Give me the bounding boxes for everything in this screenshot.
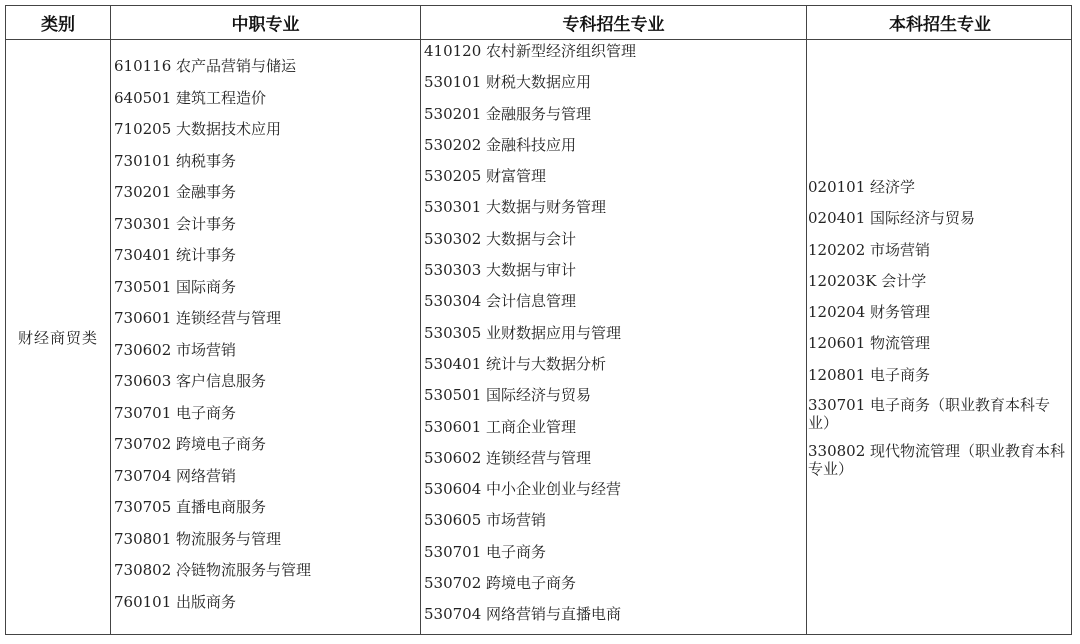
secondary-majors-list xyxy=(114,54,311,621)
list-item: 530302 大数据与会计 xyxy=(424,229,577,248)
column-divider xyxy=(110,6,111,634)
category-cell: 财经商贸类 xyxy=(17,328,98,347)
list-item: 730401 统计事务 xyxy=(114,246,237,264)
list-item: 730301 会计事务 xyxy=(114,214,237,233)
list-item: 530202 金融科技应用 xyxy=(424,135,577,154)
list-item: 730801 物流服务与管理 xyxy=(114,529,282,548)
list-item: 530604 中小企业创业与经营 xyxy=(424,480,622,499)
list-item: 410120 农村新型经济组织管理 xyxy=(424,42,637,60)
list-item: 530401 统计与大数据分析 xyxy=(424,354,607,373)
list-item: 530201 金融服务与管理 xyxy=(424,104,592,123)
list-item: 530205 财富管理 xyxy=(424,167,547,186)
list-item: 730705 直播电商服务 xyxy=(114,498,267,516)
list-item: 330802 现代物流管理（职业教育本科专业） xyxy=(808,442,1066,479)
list-item: 730201 金融事务 xyxy=(114,183,237,201)
column-divider xyxy=(420,6,421,634)
list-item: 120203K 会计学 xyxy=(808,271,927,290)
list-item: 120204 财务管理 xyxy=(808,303,931,322)
list-item: 530501 国际经济与贸易 xyxy=(424,386,592,405)
list-item: 640501 建筑工程造价 xyxy=(114,88,267,107)
list-item: 530704 网络营销与直播电商 xyxy=(424,605,622,624)
list-item: 020401 国际经济与贸易 xyxy=(808,209,976,228)
list-item: 530601 工商企业管理 xyxy=(424,417,577,436)
list-item: 730802 冷链物流服务与管理 xyxy=(114,561,312,579)
list-item: 730601 连锁经营与管理 xyxy=(114,309,282,327)
list-item: 330701 电子商务（职业教育本科专业） xyxy=(808,396,1051,433)
column-divider xyxy=(806,6,807,634)
undergraduate-majors-list xyxy=(808,175,1070,488)
list-item: 530702 跨境电子商务 xyxy=(424,574,577,593)
list-item: 530602 连锁经营与管理 xyxy=(424,448,592,467)
list-item: 730701 电子商务 xyxy=(114,403,237,422)
list-item: 120801 电子商务 xyxy=(808,365,931,384)
header-category: 类别 xyxy=(41,15,75,35)
majors-table xyxy=(5,5,1072,635)
list-item: 530305 业财数据应用与管理 xyxy=(424,323,622,342)
list-item: 530101 财税大数据应用 xyxy=(424,73,592,92)
header-undergraduate-majors: 本科招生专业 xyxy=(889,15,991,35)
list-item: 730704 网络营销 xyxy=(114,466,237,485)
list-item: 530304 会计信息管理 xyxy=(424,292,577,311)
list-item: 120202 市场营销 xyxy=(808,240,931,259)
list-item: 710205 大数据技术应用 xyxy=(114,120,282,138)
header-junior-college-majors: 专科招生专业 xyxy=(562,15,665,35)
list-item: 530605 市场营销 xyxy=(424,511,547,530)
list-item: 530301 大数据与财务管理 xyxy=(424,198,607,217)
list-item: 730501 国际商务 xyxy=(114,277,237,296)
header-secondary-majors: 中职专业 xyxy=(231,15,300,35)
list-item: 730702 跨境电子商务 xyxy=(114,435,267,453)
list-item: 120601 物流管理 xyxy=(808,334,931,353)
list-item: 020101 经济学 xyxy=(808,178,916,196)
list-item: 730602 市场营销 xyxy=(114,340,237,359)
junior-college-majors-list xyxy=(424,39,636,634)
list-item: 610116 农产品营销与储运 xyxy=(114,57,297,75)
list-item: 530701 电子商务 xyxy=(424,542,547,561)
list-item: 760101 出版商务 xyxy=(114,592,237,611)
list-item: 730101 纳税事务 xyxy=(114,151,237,170)
list-item: 530303 大数据与审计 xyxy=(424,261,577,280)
list-item: 730603 客户信息服务 xyxy=(114,372,267,390)
